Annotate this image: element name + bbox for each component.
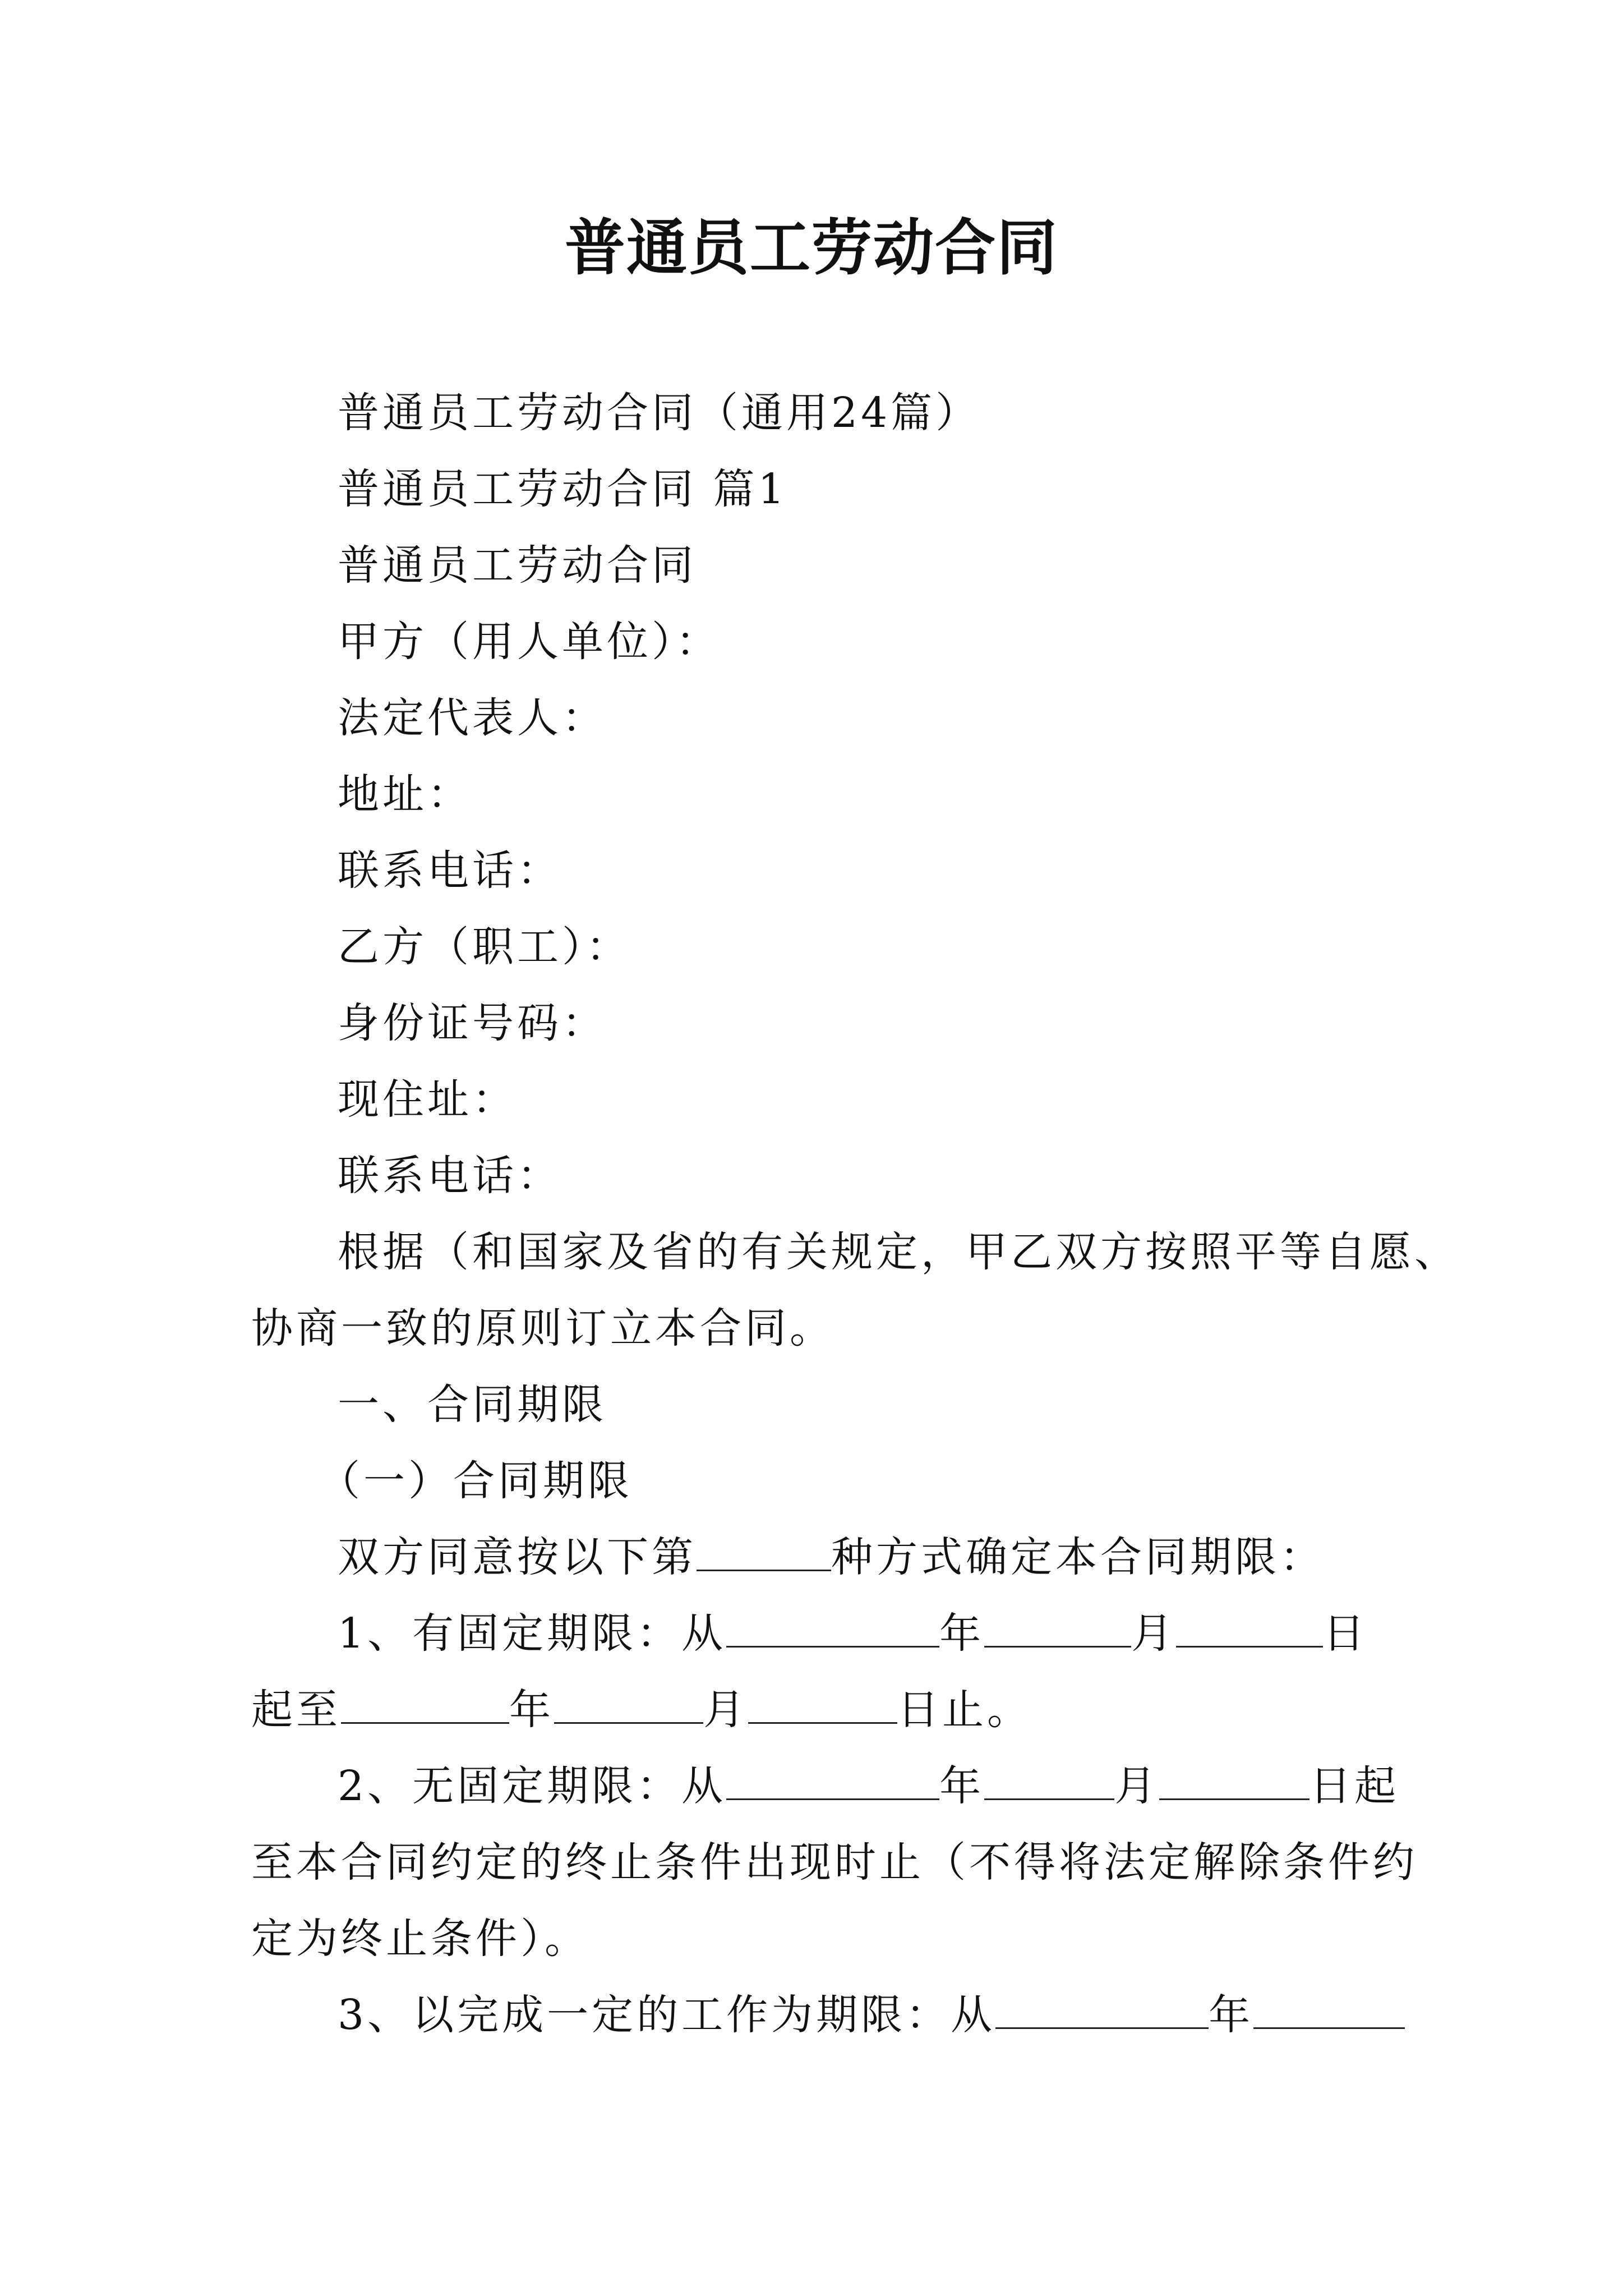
paragraph-open-term-line1 bbox=[251, 1748, 1400, 1824]
blank-field bbox=[554, 1685, 703, 1724]
paragraph-fixed-term-line2 bbox=[251, 1672, 1384, 1748]
text-segment: 年 bbox=[1209, 1991, 1254, 2039]
blank-field bbox=[984, 1761, 1114, 1800]
text-segment: 2、无固定期限：从 bbox=[338, 1762, 727, 1810]
field-phone-b: 联系电话： bbox=[338, 1152, 562, 1200]
field-current-address: 现住址： bbox=[338, 1075, 517, 1124]
text-segment: 3、以完成一定的工作为期限：从 bbox=[338, 1991, 996, 2039]
text-segment: 日止。 bbox=[897, 1686, 1032, 1734]
blank-field bbox=[697, 1533, 831, 1571]
blank-field bbox=[1176, 1609, 1323, 1648]
text-segment: 年 bbox=[939, 1609, 985, 1658]
blank-field bbox=[995, 1990, 1209, 2029]
paragraph-contract-name: 普通员工劳动合同 bbox=[338, 541, 697, 590]
blank-field bbox=[1159, 1761, 1310, 1800]
field-phone-a: 联系电话： bbox=[338, 846, 562, 895]
paragraph-basis-line1: 根据（和国家及省的有关规定，甲乙双方按照平等自愿、 bbox=[338, 1228, 1459, 1276]
text-segment: 年 bbox=[939, 1762, 985, 1810]
text-segment: 日起 bbox=[1310, 1762, 1400, 1810]
paragraph-article-number: 普通员工劳动合同 篇1 bbox=[338, 465, 788, 513]
blank-field bbox=[341, 1685, 509, 1724]
paragraph-term-method bbox=[251, 1519, 1384, 1595]
text-segment: 起至 bbox=[251, 1686, 341, 1734]
text-segment: 种方式确定本合同期限： bbox=[831, 1533, 1325, 1581]
text-segment: 日 bbox=[1323, 1609, 1368, 1658]
field-party-a: 甲方（用人单位）： bbox=[338, 618, 721, 666]
blank-field bbox=[1253, 1990, 1405, 2029]
text-segment: 双方同意按以下第 bbox=[338, 1533, 697, 1581]
subsection-heading-term: （一）合同期限 bbox=[319, 1457, 633, 1505]
text-segment: 月 bbox=[1114, 1762, 1160, 1810]
field-party-b: 乙方（职工）： bbox=[338, 923, 631, 971]
blank-field bbox=[726, 1761, 939, 1800]
document-body bbox=[251, 375, 1459, 2053]
paragraph-open-term-line3: 定为终止条件）。 bbox=[251, 1915, 589, 1963]
paragraph-collection-title: 普通员工劳动合同（通用24篇） bbox=[338, 389, 981, 437]
paragraph-task-term-line1 bbox=[251, 1977, 1384, 2053]
text-segment: 月 bbox=[703, 1686, 748, 1734]
text-segment: 1、有固定期限：从 bbox=[338, 1609, 727, 1658]
section-heading-term: 一、合同期限 bbox=[338, 1381, 607, 1429]
text-segment: 年 bbox=[509, 1686, 554, 1734]
text-segment: 月 bbox=[1131, 1609, 1177, 1658]
field-legal-representative: 法定代表人： bbox=[338, 694, 607, 742]
paragraph-fixed-term-line1 bbox=[251, 1595, 1384, 1672]
paragraph-basis-line2: 协商一致的原则订立本合同。 bbox=[251, 1304, 834, 1352]
blank-field bbox=[748, 1685, 897, 1724]
blank-field bbox=[984, 1609, 1131, 1648]
document-title: 普通员工劳动合同 bbox=[564, 213, 1058, 283]
field-address: 地址： bbox=[338, 770, 472, 818]
blank-field bbox=[726, 1609, 939, 1648]
paragraph-open-term-line2: 至本合同约定的终止条件出现时止（不得将法定解除条件约 bbox=[251, 1838, 1418, 1887]
field-id-number: 身份证号码： bbox=[338, 999, 607, 1047]
